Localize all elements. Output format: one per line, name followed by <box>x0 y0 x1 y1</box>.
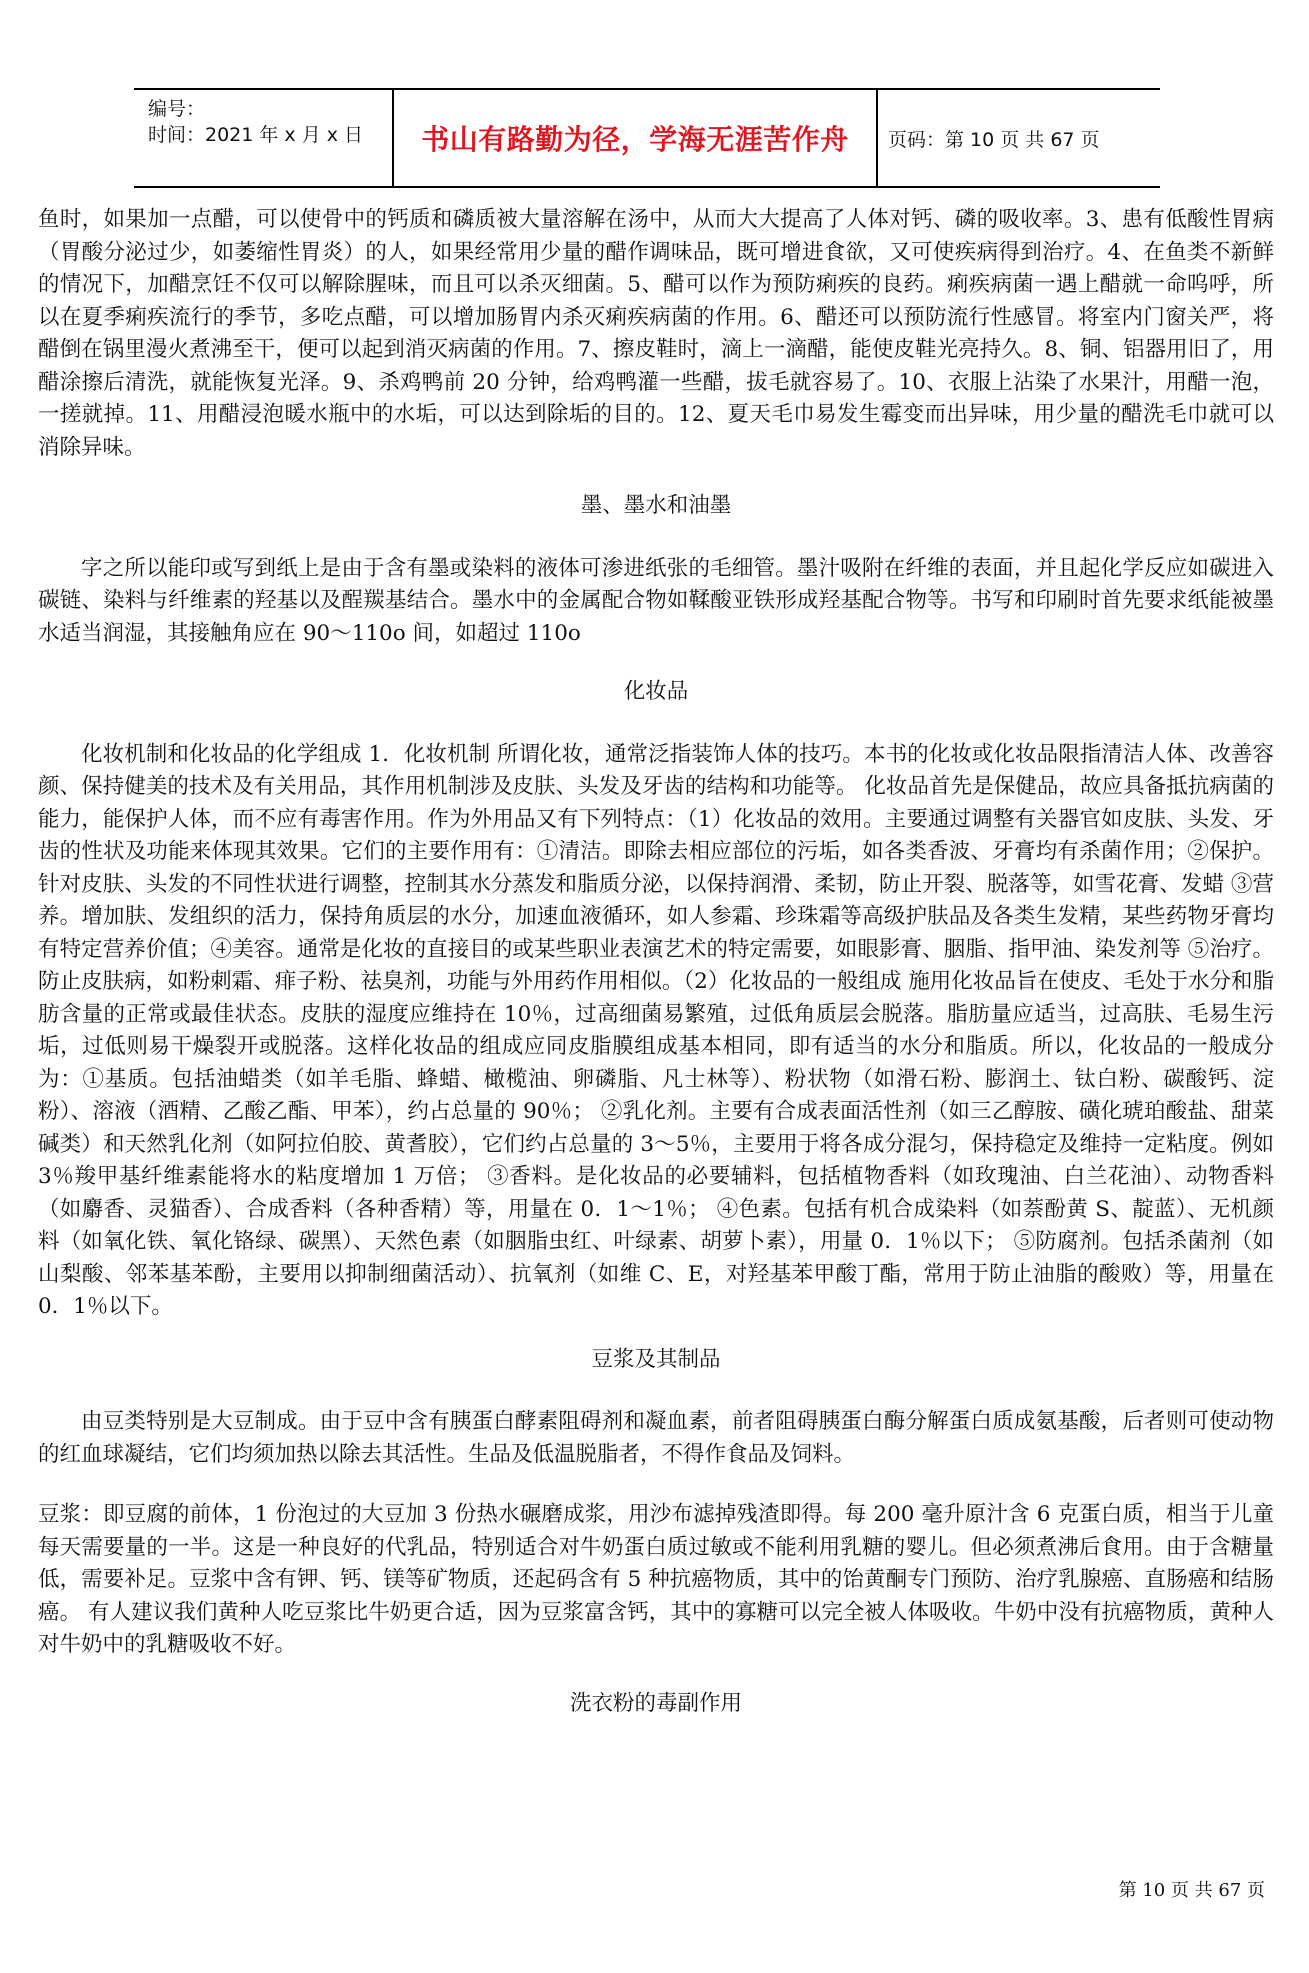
page-footer: 第 10 页 共 67 页 <box>1118 1880 1265 1901</box>
soy-paragraph-intro: 由豆类特别是大豆制成。由于豆中含有胰蛋白酵素阻碍剂和凝血素，前者阻碍胰蛋白酶分解蛋白质成氨基酸，后者则可使动物的红血球凝结，它们均须加热以除去其活性。生品及低温脱脂者，不得作食品及饲料。 <box>38 1409 1274 1467</box>
document-number-label: 编号： <box>148 98 206 120</box>
document-time-label: 时间：2021 年 x 月 x 日 <box>148 124 364 146</box>
vinegar-paragraph: 鱼时，如果加一点醋，可以使骨中的钙质和磷质被大量溶解在汤中，从而大大提高了人体对钙、磷的吸收率。3、患有低酸性胃病（胃酸分泌过少，如萎缩性胃炎）的人，如果经常用少量的醋作调味品，既可增进食欲，又可使疾病得到治疗。4、在鱼类不新鲜的情况下，加醋烹饪不仅可以解除腥味，而且可以杀灭细菌。5、醋可以作为预防痢疾的良药。痢疾病菌一遇上醋就一命呜呼，所以在夏季痢疾流行的季节，多吃点醋，可以增加肠胃内杀灭痢疾病菌的作用。6、醋还可以预防流行性感冒。将室内门窗关严，将醋倒在锅里漫火煮沸至干，便可以起到消灭病菌的作用。7、擦皮鞋时，滴上一滴醋，能使皮鞋光亮持久。8、铜、铝器用旧了，用醋涂擦后清洗，就能恢复光泽。9、杀鸡鸭前 20 分钟，给鸡鸭灌一些醋，拔毛就容易了。10、衣服上沾染了水果汁，用醋一泡，一搓就掉。11、用醋浸泡暖水瓶中的水垢，可以达到除垢的目的。12、夏天毛巾易发生霉变而出异味，用少量的醋洗毛巾就可以消除异味。 <box>38 207 1274 460</box>
soy-section-title: 豆浆及其制品 <box>591 1346 721 1372</box>
detergent-section-title: 洗衣粉的毒副作用 <box>569 1690 742 1716</box>
cosmetics-section-title: 化妆品 <box>623 679 689 704</box>
ink-paragraph: 字之所以能印或写到纸上是由于含有墨或染料的液体可渗进纸张的毛细管。墨汁吸附在纤维的表面，并且起化学反应如碳进入碳链、染料与纤维素的羟基以及酲羰基结合。墨水中的金属配合物如鞣酸亚铁形成羟基配合物等。书写和印刷时首先要求纸能被墨水适当润湿，其接触角应在 90～110o 间，如超过 110o <box>38 555 1274 646</box>
cosmetics-paragraph: 化妆机制和化妆品的化学组成 1．化妆机制 所谓化妆，通常泛指装饰人体的技巧。本书的化妆或化妆品限指清洁人体、改善容颜、保持健美的技术及有关用品，其作用机制涉及皮肤、头发及牙齿的结构和功能等。 化妆品首先是保健品，故应具备抵抗病菌的能力，能保护人体，而不应有毒害作用。作为外用品又有下列特点：（1）化妆品的效用。主要通过调整有关器官如皮肤、头发、牙齿的性状及功能来体现其效果。它们的主要作用有：①清洁。即除去相应部位的污垢，如各类香波、牙膏均有杀菌作用；②保护。针对皮肤、头发的不同性状进行调整，控制其水分蒸发和脂质分泌，以保持润滑、柔韧，防止开裂、脱落等，如雪花膏、发蜡 ③营养。增加肤、发组织的活力，保持角质层的水分，加速血液循环，如人参霜、珍珠霜等高级护肤品及各类生发精，某些药物牙膏均有特定营养价值；④美容。通常是化妆的直接目的或某些职业表演艺术的特定需要，如眼影膏、胭脂、指甲油、染发剂等 ⑤治疗。防止皮肤病，如粉刺霜、痱子粉、祛臭剂，功能与外用药作用相似。（2）化妆品的一般组成 施用化妆品旨在使皮、毛处于水分和脂肪含量的正常或最佳状态。皮肤的湿度应维持在 10％，过高细菌易繁殖，过低角质层会脱落。脂肪量应适当，过高肤、毛易生污垢，过低则易干燥裂开或脱落。这样化妆品的组成应同皮脂膜组成基本相同，即有适当的水分和脂质。所以，化妆品的一般成分为：①基质。包括油蜡类（如羊毛脂、蜂蜡、橄榄油、卵磷脂、凡士林等）、粉状物（如滑石粉、膨润土、钛白粉、碳酸钙、淀粉）、溶液（酒精、乙酸乙酯、甲苯），约占总量的 90％； ②乳化剂。主要有合成表面活性剂（如三乙醇胺、磺化琥珀酸盐、甜菜碱类）和天然乳化剂（如阿拉伯胶、黄耆胶），它们约占总量的 3～5％，主要用于将各成分混匀，保持稳定及维持一定粘度。例如 3％羧甲基纤维素能将水的粘度增加 1 万倍； ③香料。是化妆品的必要辅料，包括植物香料（如玫瑰油、白兰花油）、动物香料（如麝香、灵猫香）、合成香料（各种香精）等，用量在 0．1～1％； ④色素。包括有机合成染料（如萘酚黄 S、靛蓝）、无机颜料（如氧化铁、氧化铬绿、碳黑）、天然色素（如胭脂虫红、叶绿素、胡萝卜素），用量 0．1％以下； ⑤防腐剂。包括杀菌剂（如山梨酸、邻苯基苯酚，主要用以抑制细菌活动）、抗氧剂（如维 C、E，对羟基苯甲酸丁酯，常用于防止油脂的酸败）等，用量在 0．1％以下。 <box>38 741 1274 1319</box>
document-body <box>38 204 1274 1720</box>
header-motto: 书山有路勤为径，学海无涯苦作舟 <box>392 90 878 186</box>
header-page-info: 页码：第 10 页 共 67 页 <box>888 128 1100 151</box>
soy-paragraph-milk: 豆浆：即豆腐的前体，1 份泡过的大豆加 3 份热水碾磨成浆，用沙布滤掉残渣即得。每 200 毫升原汁含 6 克蛋白质，相当于儿童每天需要量的一半。这是一种良好的代乳品，特别适合对牛奶蛋白质过敏或不能利用乳糖的婴儿。但必须煮沸后食用。由于含糖量低，需要补足。豆浆中含有钾、钙、镁等矿物质，还起码含有 5 种抗癌物质，其中的饴黄酮专门预防、治疗乳腺癌、直肠癌和结肠癌。 有人建议我们黄种人吃豆浆比牛奶更合适，因为豆浆富含钙，其中的寡糖可以完全被人体吸收。牛奶中没有抗癌物质，黄种人对牛奶中的乳糖吸收不好。 <box>38 1502 1274 1657</box>
document-header <box>134 88 1160 188</box>
header-meta <box>134 90 392 186</box>
ink-section-title: 墨、墨水和油墨 <box>580 493 732 518</box>
